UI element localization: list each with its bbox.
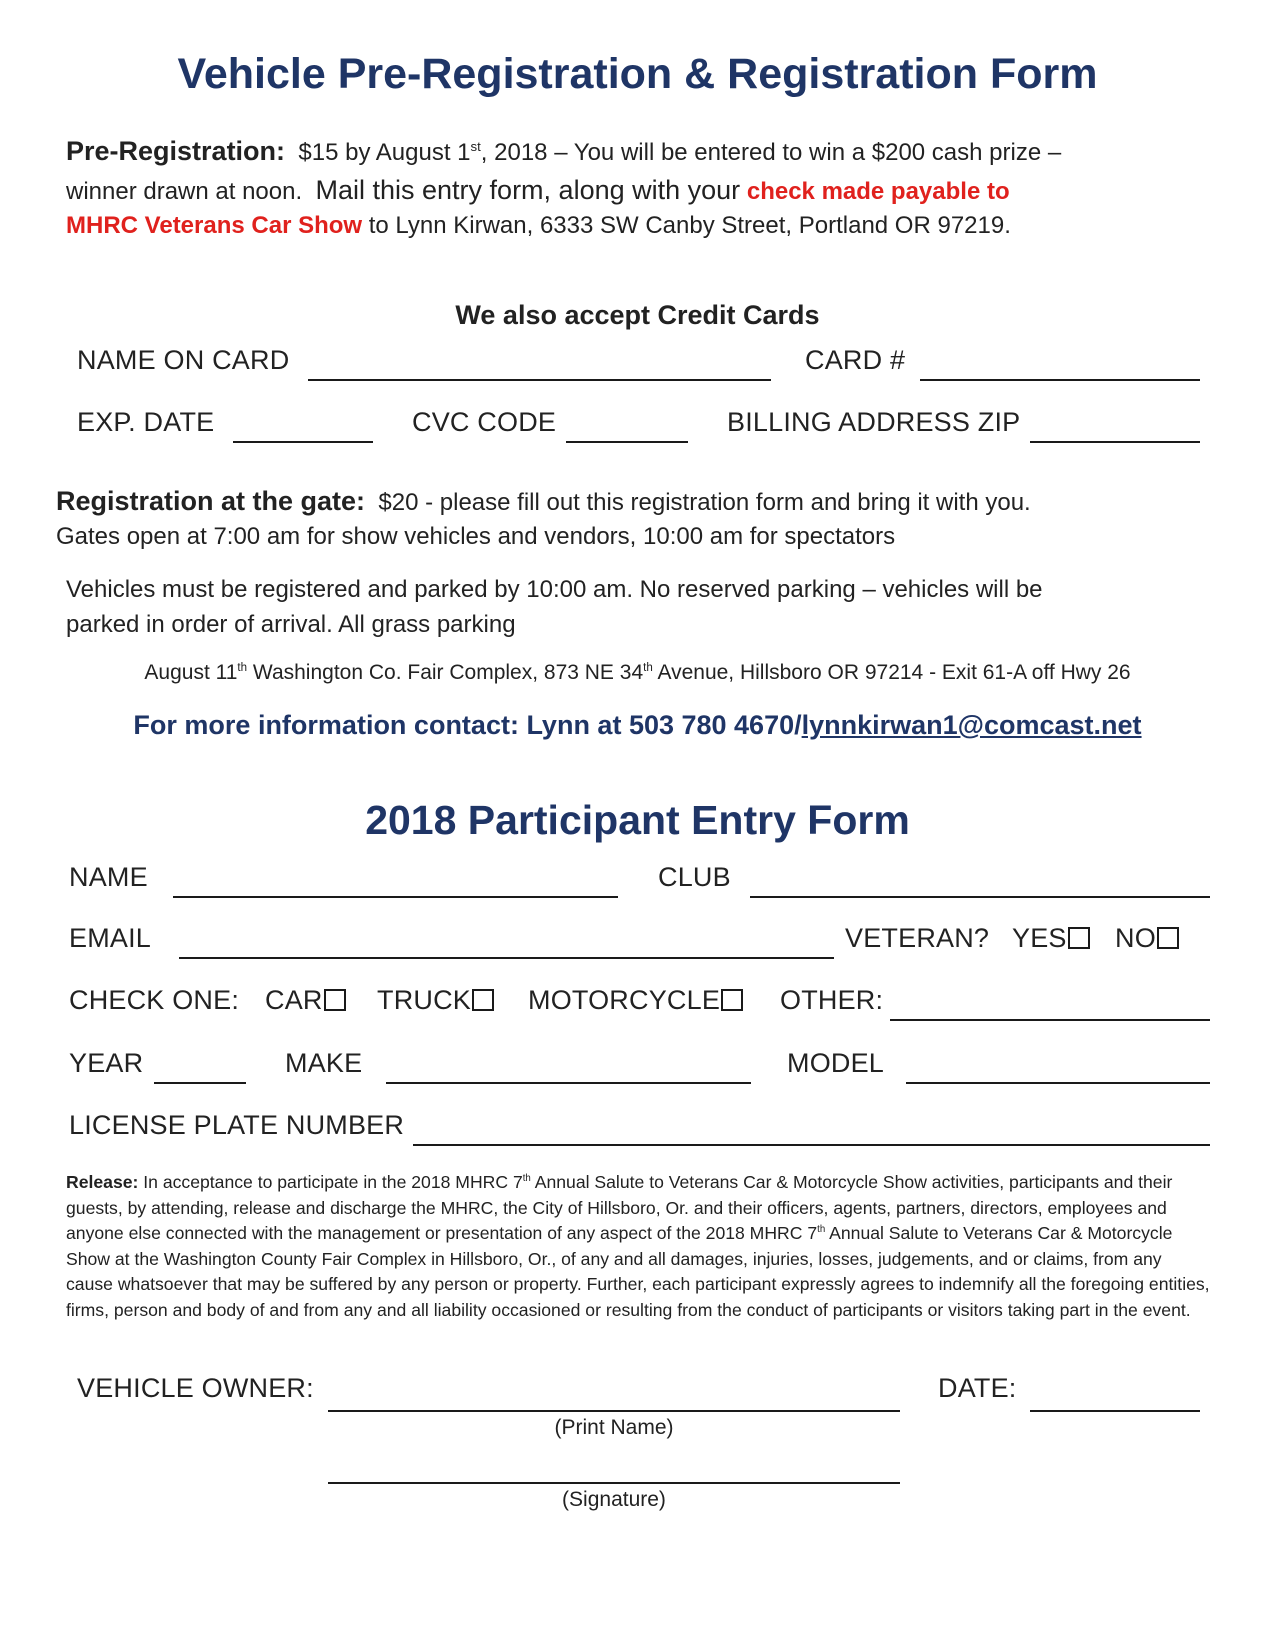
exp-date-label: EXP. DATE <box>77 407 215 437</box>
release-text-1: In acceptance to participate in the 2018 MHRC 7 <box>138 1172 523 1192</box>
print-name-caption: (Print Name) <box>554 1416 674 1439</box>
card-number-label: CARD # <box>805 345 906 375</box>
pre-registration-line-3 <box>66 208 1011 244</box>
venue-directions: Avenue, Hillsboro OR 97214 - Exit 61-A off Hwy 26 <box>652 661 1131 684</box>
year-field[interactable] <box>154 1082 246 1084</box>
veteran-no-checkbox[interactable] <box>1157 927 1179 949</box>
payable-note-1: check made payable to <box>746 178 1010 205</box>
mailing-address: to Lynn Kirwan, 6333 SW Canby Street, Portland OR 97219. <box>368 212 1011 239</box>
make-label: MAKE <box>285 1048 363 1078</box>
winner-drawn-text: winner drawn at noon. <box>66 178 303 205</box>
owner-signature-field[interactable] <box>328 1482 900 1484</box>
billing-zip-label: BILLING ADDRESS ZIP <box>727 407 1021 437</box>
pre-registration-prize: , 2018 – You will be entered to win a $200 cash prize – <box>480 139 1062 166</box>
superscript: st <box>470 139 481 154</box>
parking-line-1: Vehicles must be registered and parked by 10:00 am. No reserved parking – vehicles will be <box>66 576 1043 603</box>
email-label: EMAIL <box>69 923 152 953</box>
card-number-field[interactable] <box>920 379 1200 381</box>
pre-registration-line-2 <box>66 172 1010 210</box>
mail-entry-text: Mail this entry form, along with your <box>315 175 741 205</box>
superscript: th <box>643 662 653 674</box>
veteran-no[interactable] <box>1115 923 1179 954</box>
billing-zip-field[interactable] <box>1030 441 1200 443</box>
parking-line-2: parked in order of arrival. All grass parking <box>66 611 516 638</box>
car-checkbox[interactable] <box>324 989 346 1011</box>
other-field[interactable] <box>890 1019 1210 1021</box>
participant-name-label: NAME <box>69 862 148 892</box>
superscript: th <box>522 1173 531 1185</box>
gate-registration-label: Registration at the gate: <box>56 486 366 516</box>
other-label: OTHER: <box>780 985 884 1015</box>
gate-hours: Gates open at 7:00 am for show vehicles and vendors, 10:00 am for spectators <box>56 523 896 550</box>
name-on-card-label: NAME ON CARD <box>77 345 290 375</box>
model-label: MODEL <box>787 1048 885 1078</box>
owner-print-name-field[interactable] <box>328 1410 900 1412</box>
veteran-yes-checkbox[interactable] <box>1068 927 1090 949</box>
release-text-2: Annual Salute to Veterans Car & Motorcycle Show activities, participants and their guests, by attending, release and discharge the MHRC, the City of Hillsboro, Or. and their officers, agents, partners, directors, employees and anyone else connected with the management or presentation of any aspect of the 2018 MHRC 7 <box>66 1172 1173 1243</box>
release-text-3: Annual Salute to Veterans Car & Motorcycle Show at the Washington County Fair Complex in Hillsboro, Or., of any and all damages, injuries, losses, judgements, and or claims, from any cause whatsoever that may be suffered by any person or property. Further, each participant expressly agrees to indemnify all the foregoing entities, firms, person and body of and from any and all liability occasioned or resulting from the conduct of participants or visitors taking part in the event. <box>66 1223 1210 1320</box>
pre-registration-line-1 <box>66 133 1061 171</box>
email-field[interactable] <box>179 957 834 959</box>
event-location <box>0 661 1275 685</box>
club-field[interactable] <box>750 896 1210 898</box>
make-field[interactable] <box>386 1082 751 1084</box>
credit-card-heading: We also accept Credit Cards <box>455 300 820 330</box>
contact-email-link[interactable]: lynnkirwan1@comcast.net <box>801 710 1142 740</box>
release-paragraph <box>66 1170 1212 1323</box>
vehicle-owner-label: VEHICLE OWNER: <box>77 1373 314 1403</box>
car-label: CAR <box>265 985 323 1015</box>
license-plate-label: LICENSE PLATE NUMBER <box>69 1110 405 1140</box>
motorcycle-checkbox[interactable] <box>721 989 743 1011</box>
truck-checkbox[interactable] <box>472 989 494 1011</box>
veteran-label: VETERAN? <box>845 923 990 953</box>
contact-text: For more information contact: Lynn at 503 780 4670/ <box>133 710 802 740</box>
date-field[interactable] <box>1030 1410 1200 1412</box>
cvc-code-label: CVC CODE <box>412 407 557 437</box>
pre-registration-price: $15 by August 1 <box>298 139 471 166</box>
signature-caption: (Signature) <box>562 1488 666 1511</box>
superscript: th <box>237 662 248 674</box>
truck-label: TRUCK <box>377 985 471 1015</box>
participant-name-field[interactable] <box>173 896 618 898</box>
entry-form-title: 2018 Participant Entry Form <box>365 797 910 843</box>
name-on-card-field[interactable] <box>308 379 771 381</box>
pre-registration-label: Pre-Registration: <box>66 136 286 166</box>
vehicle-car[interactable] <box>265 985 346 1016</box>
vehicle-motorcycle[interactable] <box>528 985 743 1016</box>
superscript: th <box>817 1224 826 1236</box>
vehicle-truck[interactable] <box>377 985 494 1016</box>
payable-note-2: MHRC Veterans Car Show <box>66 212 363 239</box>
gate-registration-line-1 <box>56 483 1031 521</box>
veteran-no-label: NO <box>1115 923 1156 953</box>
release-label: Release: <box>66 1172 139 1192</box>
contact-info <box>0 710 1275 741</box>
veteran-yes-label: YES <box>1012 923 1067 953</box>
motorcycle-label: MOTORCYCLE <box>528 985 721 1015</box>
model-field[interactable] <box>906 1082 1210 1084</box>
year-label: YEAR <box>69 1048 144 1078</box>
license-plate-field[interactable] <box>413 1144 1210 1146</box>
cvc-code-field[interactable] <box>566 441 688 443</box>
venue-address: Washington Co. Fair Complex, 873 NE 34 <box>247 661 644 684</box>
veteran-yes[interactable] <box>1012 923 1090 954</box>
gate-registration-price: $20 - please fill out this registration form and bring it with you. <box>378 489 1031 516</box>
event-date: August 11 <box>144 661 238 684</box>
date-label: DATE: <box>938 1373 1017 1403</box>
club-label: CLUB <box>658 862 731 892</box>
exp-date-field[interactable] <box>233 441 373 443</box>
check-one-label: CHECK ONE: <box>69 985 240 1015</box>
page-title: Vehicle Pre-Registration & Registration Form <box>177 50 1098 98</box>
